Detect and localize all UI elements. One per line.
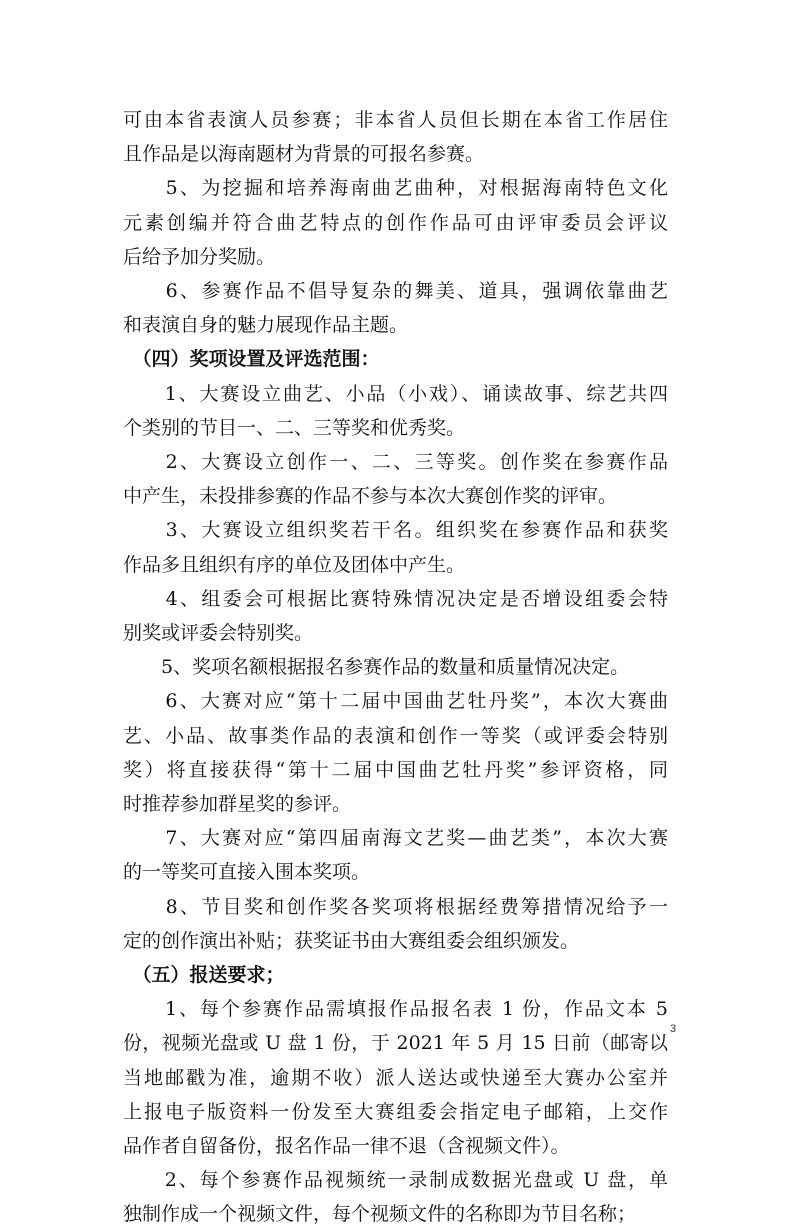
paragraph-line: 3、大赛设立组织奖若干名。组织奖在参赛作品和获奖	[123, 519, 668, 542]
paragraph-line: 当地邮戳为准，逾期不收）派人送达或快递至大赛办公室并	[123, 1066, 668, 1089]
paragraph-line: 2、大赛设立创作一、二、三等奖。创作奖在参赛作品	[123, 451, 668, 473]
paragraph-line: 且作品是以海南题材为背景的可报名参赛。	[123, 143, 485, 166]
paragraph-line: 和表演自身的魅力展现作品主题。	[123, 314, 409, 337]
paragraph-line: 的一等奖可直接入围本奖项。	[123, 861, 371, 884]
paragraph-line: 独制作成一个视频文件，每个视频文件的名称即为节目名称；	[123, 1203, 637, 1226]
paragraph-line: 2、每个参赛作品视频统一录制成数据光盘或 U 盘，单	[123, 1169, 668, 1192]
paragraph-line: 1、每个参赛作品需填报作品报名表 1 份，作品文本 5	[123, 998, 668, 1021]
paragraph-line: 时推荐参加群星奖的参评。	[123, 793, 352, 815]
section-heading-line: （五）报送要求；	[123, 964, 285, 986]
paragraph-line: 定的创作演出补贴；获奖证书由大赛组委会组织颁发。	[123, 929, 580, 952]
paragraph-line: 6、参赛作品不倡导复杂的舞美、道具，强调依靠曲艺	[123, 280, 668, 302]
paragraph-line: 1、大赛设立曲艺、小品（小戏）、诵读故事、综艺共四	[123, 382, 668, 405]
paragraph-line: 中产生，未投排参赛的作品不参与本次大赛创作奖的评审。	[123, 485, 618, 508]
paragraph-line: 艺、小品、故事类作品的表演和创作一等奖（或评委会特别	[123, 724, 668, 747]
paragraph-line: 6、大赛对应“第十二届中国曲艺牡丹奖”，本次大赛曲	[123, 690, 668, 713]
paragraph-line: 元素创编并符合曲艺特点的创作作品可由评审委员会评议	[123, 211, 668, 234]
paragraph-line: 4、组委会可根据比赛特殊情况决定是否增设组委会特	[123, 587, 668, 610]
paragraph-line: 品作者自留备份，报名作品一律不退（含视频文件）。	[123, 1135, 570, 1157]
paragraph-line: 份，视频光盘或 U 盘 1 份，于 2021 年 5 月 15 日前（邮寄以	[123, 1032, 668, 1055]
paragraph-line: 别奖或评委会特别奖。	[123, 622, 314, 644]
paragraph-line: 奖）将直接获得“第十二届中国曲艺牡丹奖”参评资格，同	[123, 758, 668, 781]
paragraph-line: 个类别的节目一、二、三等奖和优秀奖。	[123, 416, 466, 439]
section-heading-line: （四）奖项设置及评选范围：	[123, 348, 380, 371]
paragraph-line: 7、大赛对应“第四届南海文艺奖—曲艺类”，本次大赛	[123, 827, 668, 850]
paragraph-line: 可由本省表演人员参赛；非本省人员但长期在本省工作居住	[123, 109, 668, 131]
paragraph-line: 上报电子版资料一份发至大赛组委会指定电子邮箱，上交作	[123, 1100, 668, 1123]
paragraph-line: 5、为挖掘和培养海南曲艺曲种，对根据海南特色文化	[123, 177, 668, 200]
paragraph-line: 8、节目奖和创作奖各奖项将根据经费筹措情况给予一	[123, 895, 668, 918]
paragraph-line: 作品多且组织有序的单位及团体中产生。	[123, 553, 466, 576]
page-number: 3	[670, 1023, 677, 1035]
paragraph-line: 5、奖项名额根据报名参赛作品的数量和质量情况决定。	[123, 656, 630, 679]
paragraph-line: 后给予加分奖励。	[123, 245, 276, 268]
